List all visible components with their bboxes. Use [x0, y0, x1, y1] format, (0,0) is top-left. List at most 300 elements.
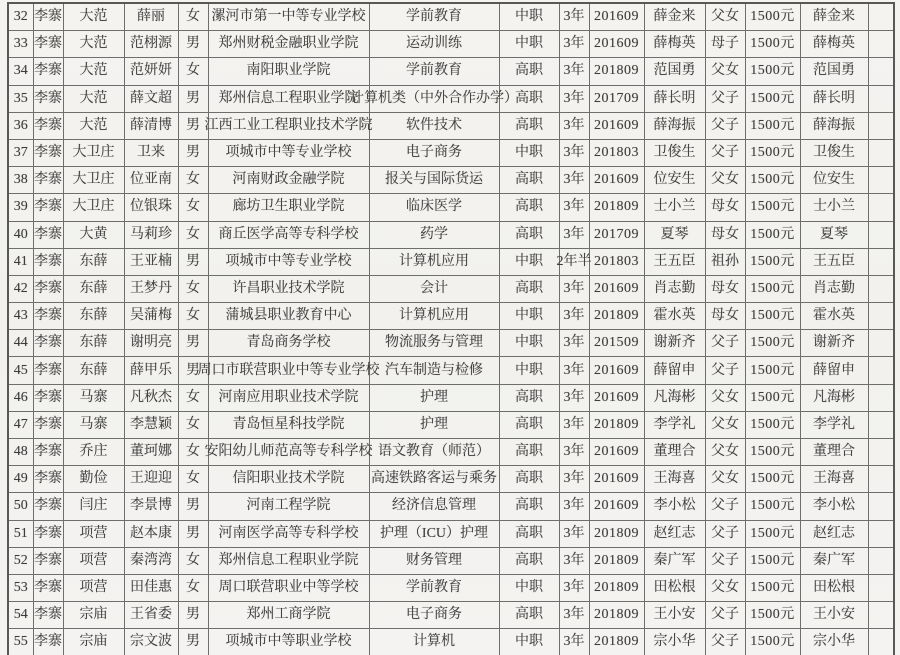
cell-text: 计算机类（中外合作办学）: [350, 90, 518, 106]
cell-no: [8, 85, 33, 112]
cell-text: 父子: [711, 90, 739, 106]
cell-text: 河南应用职业技术学院: [218, 389, 359, 405]
cell-text: 李寨: [34, 498, 62, 514]
cell-guardian: [644, 411, 705, 438]
cell-major: [369, 520, 499, 547]
cell-text: 士小兰: [813, 199, 855, 215]
cell-text: 秦广军: [653, 552, 696, 568]
cell-text: 201809: [594, 63, 639, 79]
cell-text: 3年: [563, 444, 585, 460]
cell-student: [124, 330, 178, 357]
cell-text: 李小松: [813, 498, 855, 514]
cell-student: [124, 303, 178, 330]
cell-text: 范栩源: [130, 36, 172, 52]
cell-amount: [745, 85, 800, 112]
cell-text: 李寨: [34, 9, 62, 25]
cell-text: 高职: [515, 226, 543, 242]
cell-text: 郑州财税金融职业学院: [218, 36, 359, 52]
cell-no: [8, 493, 33, 520]
cell-text: 江西工业工程职业技术学院: [204, 117, 373, 133]
cell-no: [8, 58, 33, 85]
cell-text: 父女: [711, 9, 739, 25]
cell-no: [8, 31, 33, 58]
cell-text: 201803: [594, 145, 639, 161]
cell-guardian: [644, 629, 705, 655]
cell-blank: [868, 466, 894, 493]
cell-major: [369, 466, 499, 493]
cell-duration: [559, 112, 589, 139]
cell-text: 王梦丹: [130, 280, 172, 296]
cell-signer: [800, 602, 868, 629]
cell-school: [208, 574, 369, 601]
cell-text: 201809: [594, 634, 639, 650]
cell-text: 3年: [563, 9, 585, 25]
cell-text: 李寨: [34, 634, 62, 650]
cell-text: 李寨: [34, 580, 62, 596]
cell-guardian: [644, 58, 705, 85]
cell-text: 女: [186, 9, 200, 25]
cell-amount: [745, 303, 800, 330]
cell-major: [369, 411, 499, 438]
cell-major: [350, 85, 518, 112]
cell-text: 高职: [515, 525, 543, 541]
cell-enroll_date: [589, 520, 644, 547]
cell-text: 马寨: [79, 416, 108, 432]
cell-text: 中职: [515, 634, 543, 650]
cell-school: [208, 303, 369, 330]
cell-signer: [800, 384, 868, 411]
cell-text: 201609: [594, 471, 639, 487]
cell-school: [208, 330, 369, 357]
cell-text: 大范: [79, 90, 108, 106]
cell-blank: [868, 221, 894, 248]
cell-amount: [745, 248, 800, 275]
cell-text: 东薛: [79, 280, 108, 296]
cell-text: 蒲城县职业教育中心: [225, 308, 352, 324]
cell-student: [124, 384, 178, 411]
cell-amount: [745, 112, 800, 139]
cell-signer: [800, 31, 868, 58]
cell-text: 高职: [515, 280, 543, 296]
cell-text: 母女: [711, 199, 739, 215]
cell-text: 高职: [515, 471, 543, 487]
cell-text: 学前教育: [406, 580, 462, 596]
cell-level: [499, 167, 559, 194]
cell-text: 运动训练: [406, 36, 462, 52]
cell-student: [124, 3, 178, 31]
cell-student: [124, 221, 178, 248]
cell-blank: [868, 194, 894, 221]
cell-text: 1500元: [750, 335, 795, 351]
cell-text: 1500元: [750, 634, 795, 650]
cell-text: 1500元: [750, 117, 795, 133]
cell-text: 王海喜: [653, 471, 696, 487]
cell-amount: [745, 330, 800, 357]
cell-text: 女: [186, 389, 200, 405]
cell-text: 父女: [711, 444, 739, 460]
cell-text: 李寨: [34, 90, 62, 106]
cell-village: [63, 547, 124, 574]
cell-text: 语文教育（师范）: [378, 444, 490, 460]
cell-no: [8, 221, 33, 248]
cell-text: 女: [186, 308, 200, 324]
cell-school: [208, 520, 369, 547]
cell-text: 赵本康: [130, 525, 172, 541]
cell-amount: [745, 439, 800, 466]
cell-text: 李寨: [34, 335, 62, 351]
cell-text: 田佳惠: [130, 580, 172, 596]
cell-duration: [556, 248, 592, 275]
cell-student: [124, 520, 178, 547]
cell-text: 位安生: [653, 172, 696, 188]
cell-text: 中职: [515, 253, 543, 269]
cell-student: [124, 112, 178, 139]
cell-text: 中职: [515, 335, 543, 351]
cell-text: 高职: [515, 172, 543, 188]
cell-duration: [559, 411, 589, 438]
cell-text: 商丘医学高等专科学校: [218, 226, 359, 242]
table-row: [8, 58, 894, 85]
cell-enroll_date: [589, 629, 644, 655]
cell-signer: [800, 85, 868, 112]
cell-town: [33, 357, 63, 384]
table-row: [8, 574, 894, 601]
cell-blank: [868, 629, 894, 655]
cell-text: 祖孙: [711, 253, 739, 269]
cell-text: 3年: [563, 335, 585, 351]
table-row: [8, 330, 894, 357]
cell-text: 201609: [594, 389, 639, 405]
cell-enroll_date: [589, 58, 644, 85]
cell-relation: [705, 493, 745, 520]
cell-level: [499, 520, 559, 547]
cell-text: 中职: [515, 362, 543, 378]
cell-duration: [559, 3, 589, 31]
cell-text: 38: [13, 172, 28, 188]
cell-text: 父女: [711, 471, 739, 487]
cell-text: 李寨: [34, 308, 62, 324]
cell-town: [33, 466, 63, 493]
cell-village: [63, 493, 124, 520]
cell-village: [63, 248, 124, 275]
cell-level: [499, 275, 559, 302]
cell-relation: [705, 357, 745, 384]
cell-text: 1500元: [750, 253, 795, 269]
cell-level: [499, 194, 559, 221]
cell-text: 宗小华: [813, 634, 855, 650]
cell-text: 董珂娜: [130, 444, 172, 460]
cell-major: [369, 357, 499, 384]
cell-text: 43: [13, 308, 28, 324]
cell-text: 1500元: [750, 172, 795, 188]
cell-text: 河南财政金融学院: [232, 172, 345, 188]
cell-text: 李景博: [130, 498, 172, 514]
cell-text: 高速铁路客运与乘务: [371, 471, 497, 487]
cell-guardian: [644, 574, 705, 601]
cell-level: [499, 248, 559, 275]
cell-text: 凡海彬: [653, 389, 696, 405]
cell-school: [208, 493, 369, 520]
cell-relation: [705, 3, 745, 31]
cell-text: 霍水英: [813, 308, 855, 324]
cell-text: 宗文波: [130, 634, 172, 650]
cell-village: [63, 520, 124, 547]
cell-text: 薛清博: [130, 117, 172, 133]
cell-text: 女: [186, 552, 200, 568]
cell-text: 母女: [711, 226, 739, 242]
table-row: [8, 439, 894, 466]
cell-text: 37: [13, 145, 28, 161]
cell-major: [369, 194, 499, 221]
cell-text: 母女: [711, 280, 739, 296]
cell-text: 李寨: [34, 36, 62, 52]
table-row: [8, 31, 894, 58]
cell-text: 大范: [79, 36, 108, 52]
cell-no: [8, 411, 33, 438]
cell-guardian: [644, 275, 705, 302]
cell-blank: [868, 303, 894, 330]
cell-text: 1500元: [750, 226, 795, 242]
cell-text: 大范: [79, 9, 108, 25]
cell-amount: [745, 602, 800, 629]
cell-signer: [800, 167, 868, 194]
cell-text: 1500元: [750, 471, 795, 487]
cell-level: [499, 547, 559, 574]
cell-town: [33, 574, 63, 601]
cell-no: [8, 466, 33, 493]
cell-level: [499, 330, 559, 357]
cell-text: 李寨: [34, 416, 62, 432]
cell-text: 父子: [711, 335, 739, 351]
cell-text: 父子: [711, 525, 739, 541]
cell-text: 1500元: [750, 90, 795, 106]
cell-text: 201509: [594, 335, 639, 351]
cell-text: 李寨: [34, 471, 62, 487]
cell-text: 男: [186, 525, 200, 541]
cell-blank: [868, 167, 894, 194]
student-subsidy-table: [7, 2, 895, 655]
cell-relation: [705, 248, 745, 275]
cell-text: 父子: [711, 634, 739, 650]
cell-text: 薛长明: [813, 90, 855, 106]
cell-enroll_date: [589, 602, 644, 629]
cell-text: 王小安: [813, 607, 855, 623]
cell-student: [124, 194, 178, 221]
cell-duration: [559, 31, 589, 58]
table-row: [8, 520, 894, 547]
cell-no: [8, 439, 33, 466]
cell-guardian: [644, 547, 705, 574]
cell-text: 高职: [515, 552, 543, 568]
cell-text: 薛梅英: [813, 36, 855, 52]
cell-gender: [178, 58, 208, 85]
cell-duration: [559, 384, 589, 411]
cell-text: 高职: [515, 90, 543, 106]
cell-text: 54: [13, 607, 28, 623]
cell-amount: [745, 520, 800, 547]
cell-text: 2年半: [556, 253, 592, 269]
cell-text: 夏琴: [660, 226, 689, 242]
cell-text: 父子: [711, 145, 739, 161]
cell-relation: [705, 139, 745, 166]
cell-village: [63, 330, 124, 357]
cell-text: 赵红志: [653, 525, 696, 541]
cell-enroll_date: [589, 303, 644, 330]
cell-text: 郑州信息工程职业学院: [218, 90, 359, 106]
cell-text: 护理: [420, 389, 448, 405]
cell-text: 闫庄: [79, 498, 108, 514]
cell-gender: [178, 493, 208, 520]
cell-text: 王五臣: [813, 253, 855, 269]
cell-text: 3年: [563, 90, 585, 106]
cell-duration: [559, 439, 589, 466]
cell-duration: [559, 194, 589, 221]
cell-text: 女: [186, 172, 200, 188]
cell-guardian: [644, 384, 705, 411]
cell-text: 1500元: [750, 9, 795, 25]
cell-village: [63, 384, 124, 411]
cell-guardian: [644, 221, 705, 248]
cell-text: 项营: [79, 525, 108, 541]
cell-signer: [800, 547, 868, 574]
cell-text: 范国勇: [813, 63, 855, 79]
cell-level: [499, 493, 559, 520]
cell-student: [124, 85, 178, 112]
cell-text: 薛海振: [813, 117, 855, 133]
cell-text: 高职: [515, 117, 543, 133]
cell-text: 男: [186, 145, 200, 161]
cell-village: [63, 303, 124, 330]
cell-text: 凡秋杰: [130, 389, 172, 405]
cell-text: 李寨: [34, 253, 62, 269]
cell-town: [33, 384, 63, 411]
cell-enroll_date: [589, 574, 644, 601]
cell-student: [124, 439, 178, 466]
cell-text: 1500元: [750, 416, 795, 432]
cell-text: 46: [13, 389, 28, 405]
cell-gender: [178, 520, 208, 547]
cell-relation: [705, 112, 745, 139]
cell-major: [369, 330, 499, 357]
cell-enroll_date: [589, 85, 644, 112]
cell-relation: [705, 275, 745, 302]
cell-text: 女: [186, 580, 200, 596]
cell-amount: [745, 31, 800, 58]
cell-text: 位安生: [813, 172, 855, 188]
cell-text: 1500元: [750, 389, 795, 405]
cell-village: [63, 602, 124, 629]
cell-text: 财务管理: [406, 552, 462, 568]
cell-village: [63, 3, 124, 31]
cell-duration: [559, 493, 589, 520]
cell-enroll_date: [589, 194, 644, 221]
cell-no: [8, 112, 33, 139]
table-row: [8, 547, 894, 574]
cell-text: 大范: [79, 63, 108, 79]
cell-blank: [868, 31, 894, 58]
cell-no: [8, 194, 33, 221]
cell-text: 男: [186, 90, 200, 106]
cell-text: 高职: [515, 444, 543, 460]
cell-student: [124, 58, 178, 85]
cell-text: 201609: [594, 9, 639, 25]
cell-text: 中职: [515, 580, 543, 596]
cell-guardian: [644, 31, 705, 58]
cell-relation: [705, 58, 745, 85]
cell-blank: [868, 547, 894, 574]
cell-level: [499, 602, 559, 629]
cell-text: 母子: [711, 36, 739, 52]
cell-text: 河南工程学院: [246, 498, 331, 514]
cell-text: 李寨: [34, 226, 62, 242]
cell-school: [208, 221, 369, 248]
cell-text: 宗小华: [653, 634, 696, 650]
cell-enroll_date: [589, 275, 644, 302]
cell-blank: [868, 248, 894, 275]
cell-town: [33, 411, 63, 438]
cell-duration: [559, 58, 589, 85]
cell-text: 计算机应用: [399, 308, 469, 324]
table-row: [8, 384, 894, 411]
cell-text: 董理合: [813, 444, 855, 460]
cell-text: 1500元: [750, 552, 795, 568]
cell-duration: [559, 85, 589, 112]
cell-text: 1500元: [750, 63, 795, 79]
cell-level: [499, 384, 559, 411]
cell-signer: [800, 629, 868, 655]
cell-text: 宗庙: [79, 634, 108, 650]
cell-text: 3年: [563, 580, 585, 596]
cell-text: 李寨: [34, 145, 62, 161]
cell-text: 1500元: [750, 199, 795, 215]
cell-text: 薛海振: [653, 117, 696, 133]
cell-text: 护理（ICU）护理: [379, 525, 489, 541]
cell-amount: [745, 139, 800, 166]
table-row: [8, 194, 894, 221]
cell-text: 李学礼: [653, 416, 696, 432]
cell-school: [208, 58, 369, 85]
cell-school: [208, 629, 369, 655]
cell-text: 3年: [563, 525, 585, 541]
cell-enroll_date: [589, 439, 644, 466]
table-row: [8, 357, 894, 384]
cell-text: 赵红志: [813, 525, 855, 541]
table-row: [8, 112, 894, 139]
cell-gender: [178, 167, 208, 194]
cell-town: [33, 275, 63, 302]
cell-text: 士小兰: [653, 199, 696, 215]
cell-text: 1500元: [750, 145, 795, 161]
cell-blank: [868, 574, 894, 601]
cell-student: [124, 31, 178, 58]
cell-level: [499, 411, 559, 438]
cell-text: 马莉珍: [130, 226, 172, 242]
cell-amount: [745, 493, 800, 520]
cell-village: [63, 357, 124, 384]
cell-amount: [745, 275, 800, 302]
cell-blank: [868, 439, 894, 466]
cell-text: 吴蒲梅: [130, 308, 172, 324]
table-row: [8, 493, 894, 520]
cell-text: 秦湾湾: [130, 552, 172, 568]
cell-blank: [868, 139, 894, 166]
cell-text: 42: [13, 280, 28, 296]
cell-text: 1500元: [750, 525, 795, 541]
cell-village: [63, 411, 124, 438]
cell-level: [499, 303, 559, 330]
cell-text: 3年: [563, 280, 585, 296]
cell-no: [8, 275, 33, 302]
